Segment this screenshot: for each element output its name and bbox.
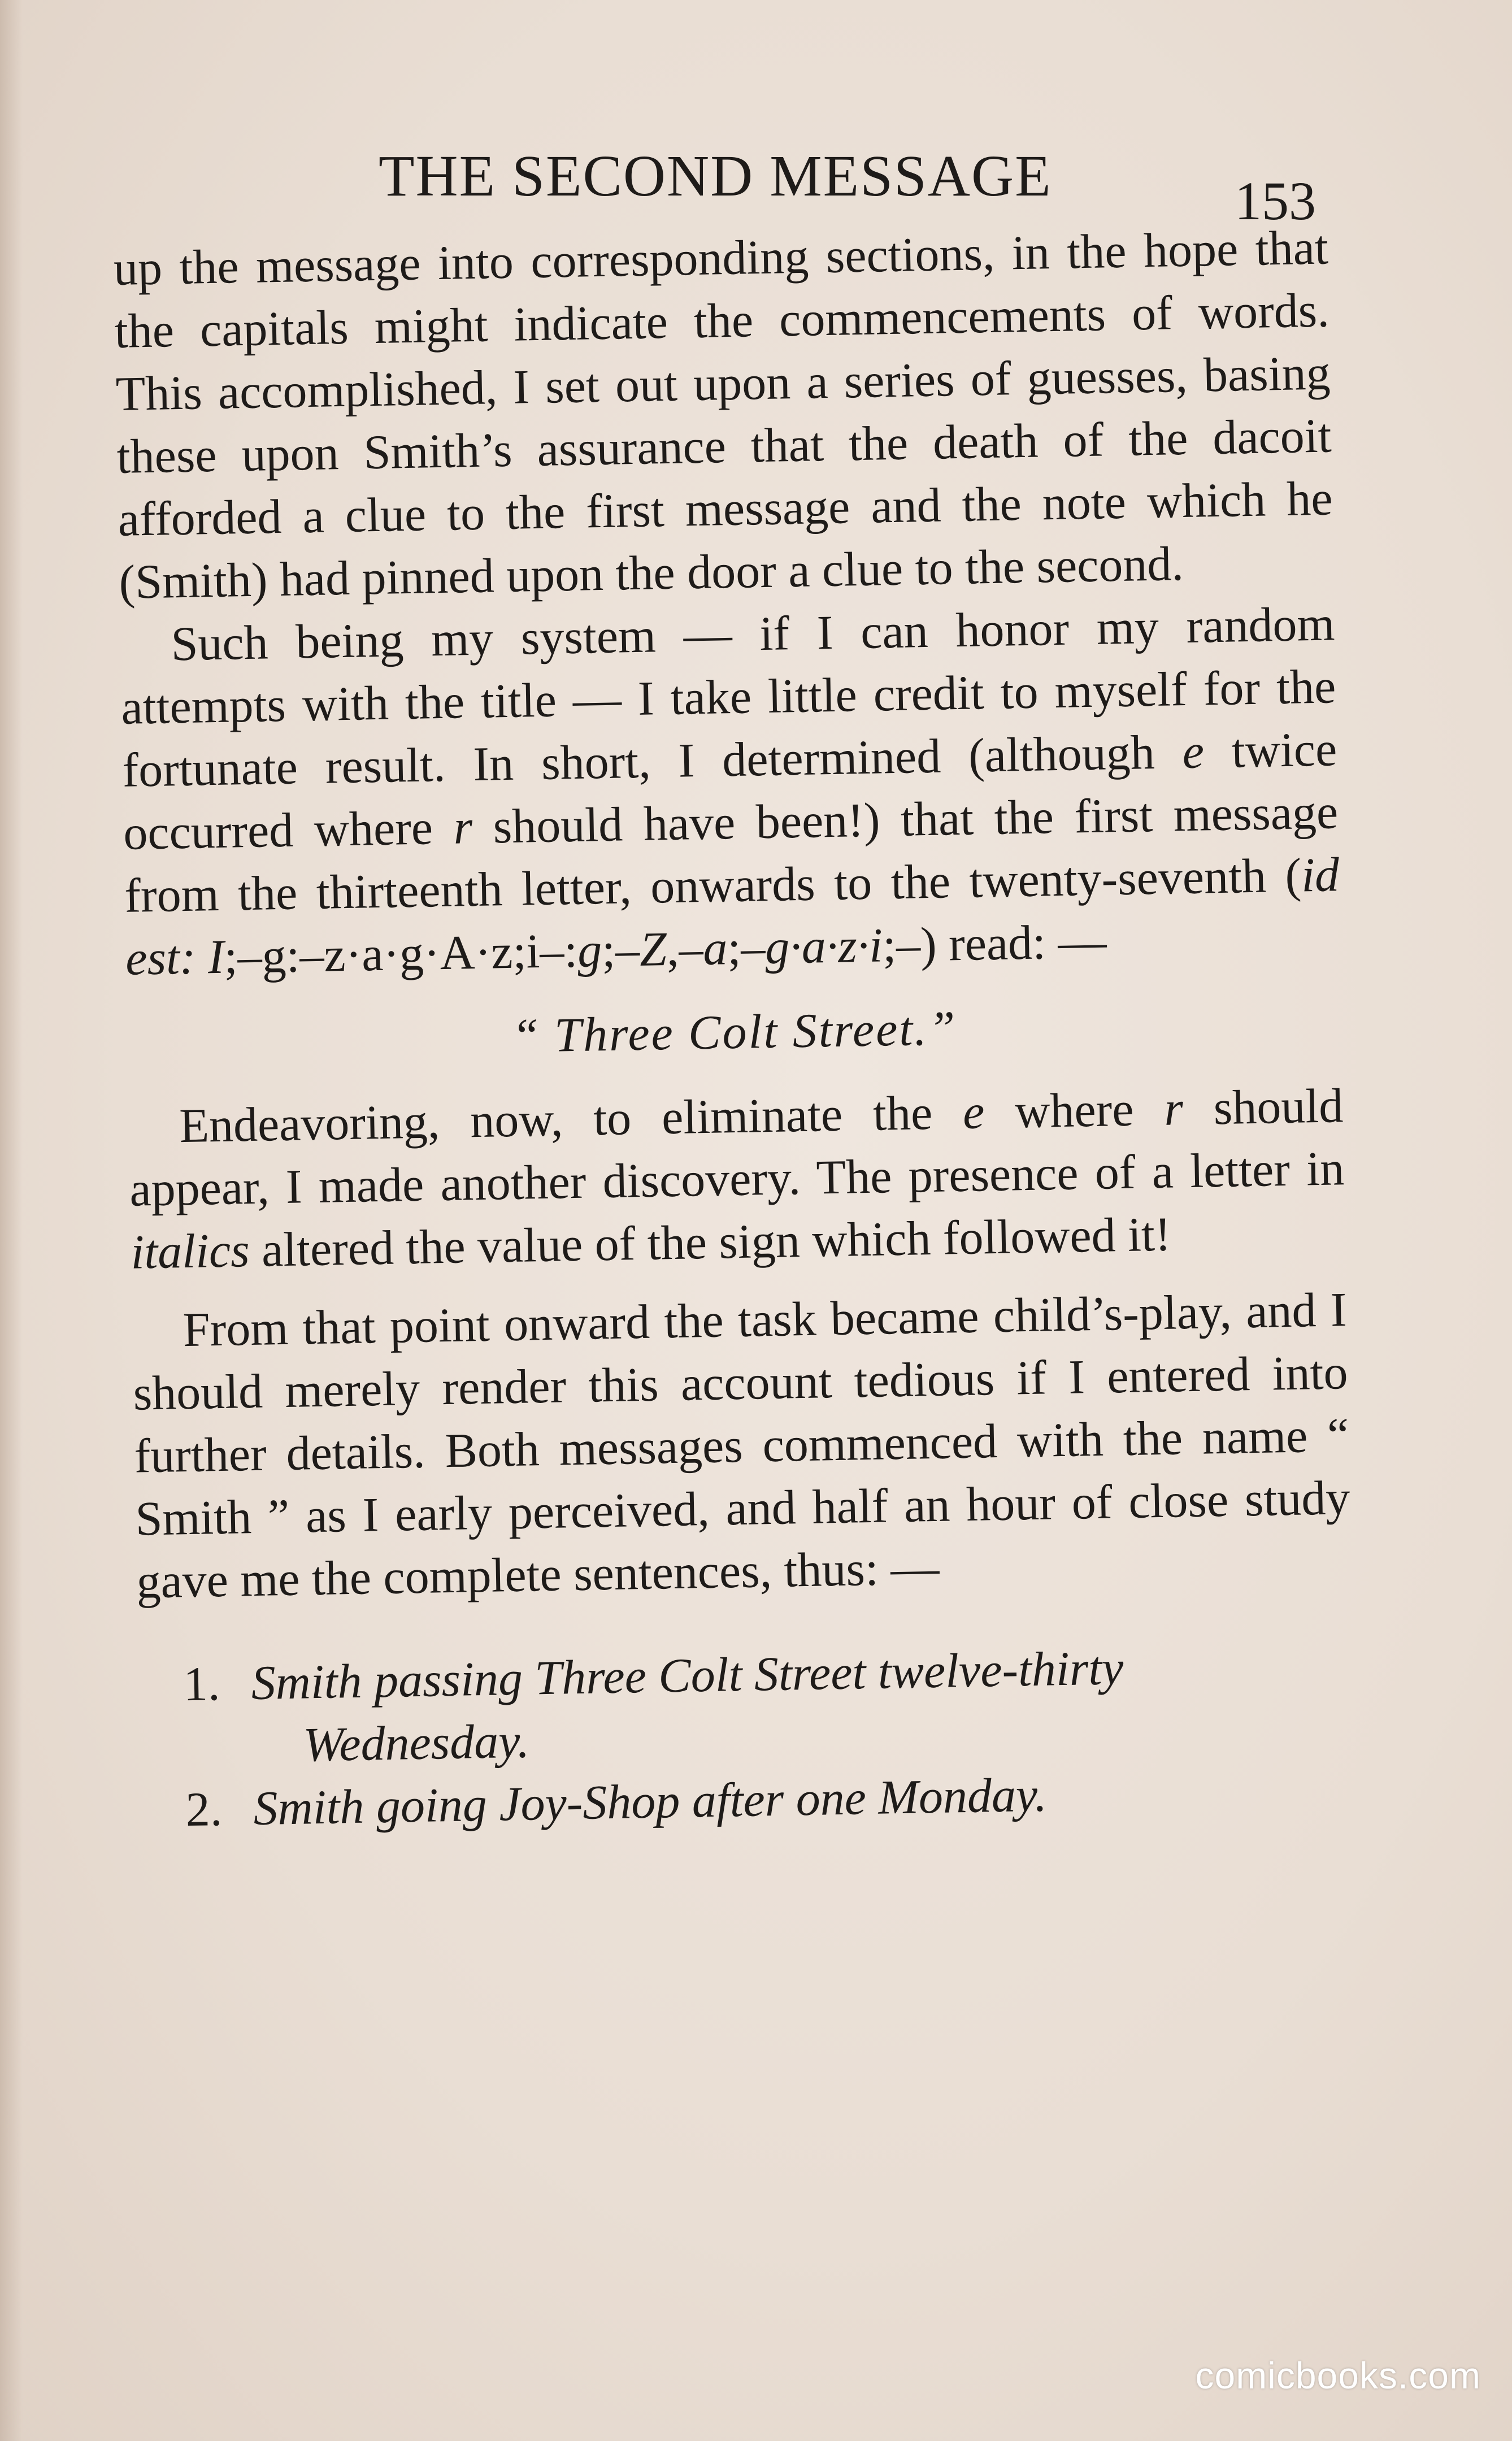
list-text-continuation: Wednesday.: [302, 1713, 530, 1772]
list-number: 1.: [183, 1656, 221, 1712]
cipher-sequence: ;–g:–z·a·g·A·z;i–:: [223, 923, 578, 984]
paragraph-3-text: where: [984, 1081, 1165, 1139]
list-text: Smith going Joy-Shop after one Monday.: [253, 1767, 1048, 1836]
cipher-sequence: ;–: [601, 922, 640, 978]
cipher-sequence: ;–: [727, 920, 766, 975]
decoded-quote: “ Three Colt Street.”: [511, 1001, 958, 1063]
list-text: [251, 1632, 1355, 1777]
italic-e: e: [962, 1084, 985, 1139]
italic-r: r: [1163, 1081, 1184, 1136]
paragraph-4: From that point onward the task became child’s-play, and I should merely render this account tedious if I entered into further details. Both messages commenced with the name “ Smith ” as I early perceived, and half an hour of close study gave me the complete sentences, thus: —: [132, 1282, 1351, 1609]
paragraph-3-text: should appear, I made another discovery. The presence of a letter in: [129, 1078, 1345, 1217]
italic-g: g: [577, 923, 602, 978]
list-text-line: Smith passing Three Colt Street twelve-thirty: [250, 1640, 1124, 1710]
italic-gazi: g·a·z·i: [764, 918, 883, 975]
italic-id-est: id est: I: [125, 847, 1340, 985]
body-text: [113, 216, 1355, 1841]
paragraph-3-text: Endeavoring, now, to eliminate the: [179, 1084, 963, 1153]
page-number: 153: [1235, 171, 1316, 231]
watermark: comicbooks.com: [1195, 2355, 1481, 2396]
paragraph-2-text: should have been!) that the first message from the thirteenth letter, onwards to the twenty-seventh (: [124, 784, 1339, 923]
paragraph-2-text: Such being my system — if I can honor my random attempts with the title — I take little credit to myself for the fortunate result. In short, I determined (although: [120, 596, 1337, 797]
italic-word: italics: [130, 1223, 250, 1279]
paragraph-1: up the message into corresponding sections, in the hope that the capitals might indicate the commencements of words. This accomplished, I set out upon a series of guesses, basing these upon Smith’s assurance that the death of the dacoit afforded a clue to the first message and the note which he (Smith) had pinned upon the door a clue to the second.: [113, 220, 1333, 609]
paragraph-2: [120, 592, 1341, 989]
italic-r: r: [453, 800, 473, 854]
paragraph-2-text: twice occurred where: [123, 722, 1337, 860]
list-number: 2.: [185, 1782, 223, 1837]
page-gutter-shadow: [0, 0, 23, 2441]
italic-Z: Z: [639, 922, 667, 976]
cipher-sequence: ,–: [666, 920, 704, 976]
paragraph-2-text: ;–) read: —: [882, 914, 1107, 972]
italic-e: e: [1181, 724, 1205, 779]
running-title: THE SECOND MESSAGE: [379, 144, 1052, 209]
paragraph-3: [128, 1074, 1346, 1283]
paragraph-3-text: altered the value of the sign which followed it!: [249, 1206, 1172, 1278]
message-list: [138, 1632, 1355, 1841]
italic-a: a: [702, 920, 728, 975]
list-item: [138, 1632, 1355, 1779]
